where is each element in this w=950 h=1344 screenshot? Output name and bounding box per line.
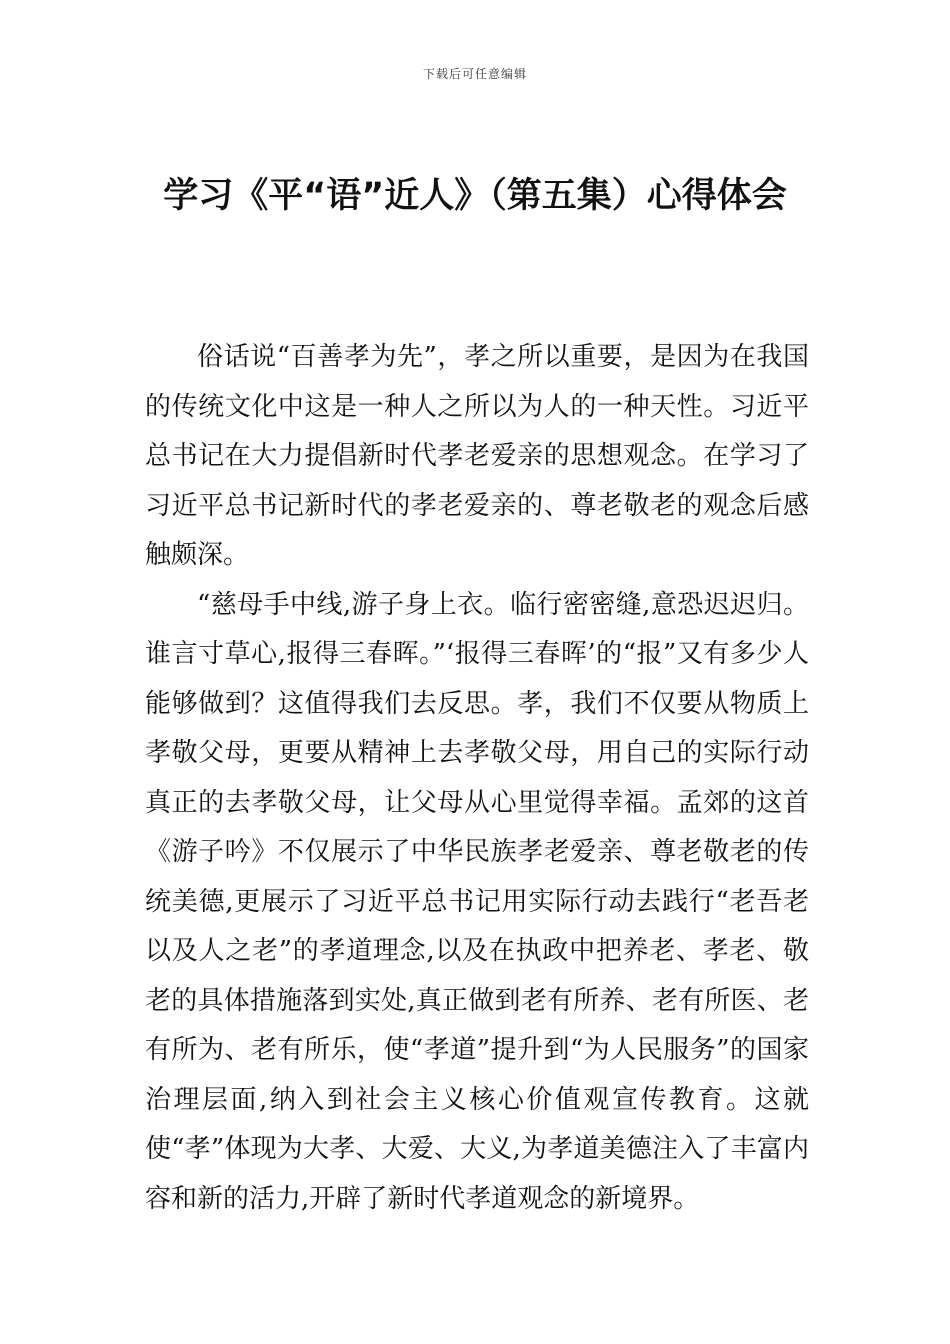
document-body bbox=[145, 333, 809, 1224]
header-note: 下载后可任意编辑 bbox=[422, 67, 527, 81]
paragraph-1: 俗话说“百善孝为先”，孝之所以重要，是因为在我国的传统文化中这是一种人之所以为人的一种天性。习近平总书记在大力提倡新时代孝老爱亲的思想观念。在学习了习近平总书记新时代的孝老爱亲的、尊老敬老的观念后感触颇深。 bbox=[145, 342, 809, 570]
paragraph-2: “慈母手中线,游子身上衣。临行密密缝,意恐迟迟归。谁言寸草心,报得三春晖。”‘报得三春晖’的“报”又有多少人能够做到？这值得我们去反思。孝，我们不仅要从物质上孝敬父母，更要从精神上去孝敬父母，用自己的实际行动真正的去孝敬父母，让父母从心里觉得幸福。孟郊的这首《游子吟》不仅展示了中华民族孝老爱亲、尊老敬老的传统美德,更展示了习近平总书记用实际行动去践行“老吾老以及人之老”的孝道理念,以及在执政中把养老、孝老、敬老的具体措施落到实处,真正做到老有所养、老有所医、老有所为、老有所乐，使“孝道”提升到“为人民服务”的国家治理层面,纳入到社会主义核心价值观宣传教育。这就使“孝”体现为大孝、大爱、大义,为孝道美德注入了丰富内容和新的活力,开辟了新时代孝道观念的新境界。 bbox=[145, 589, 809, 1214]
document-title: 学习《平“语”近人》（第五集）心得体会 bbox=[163, 176, 787, 216]
